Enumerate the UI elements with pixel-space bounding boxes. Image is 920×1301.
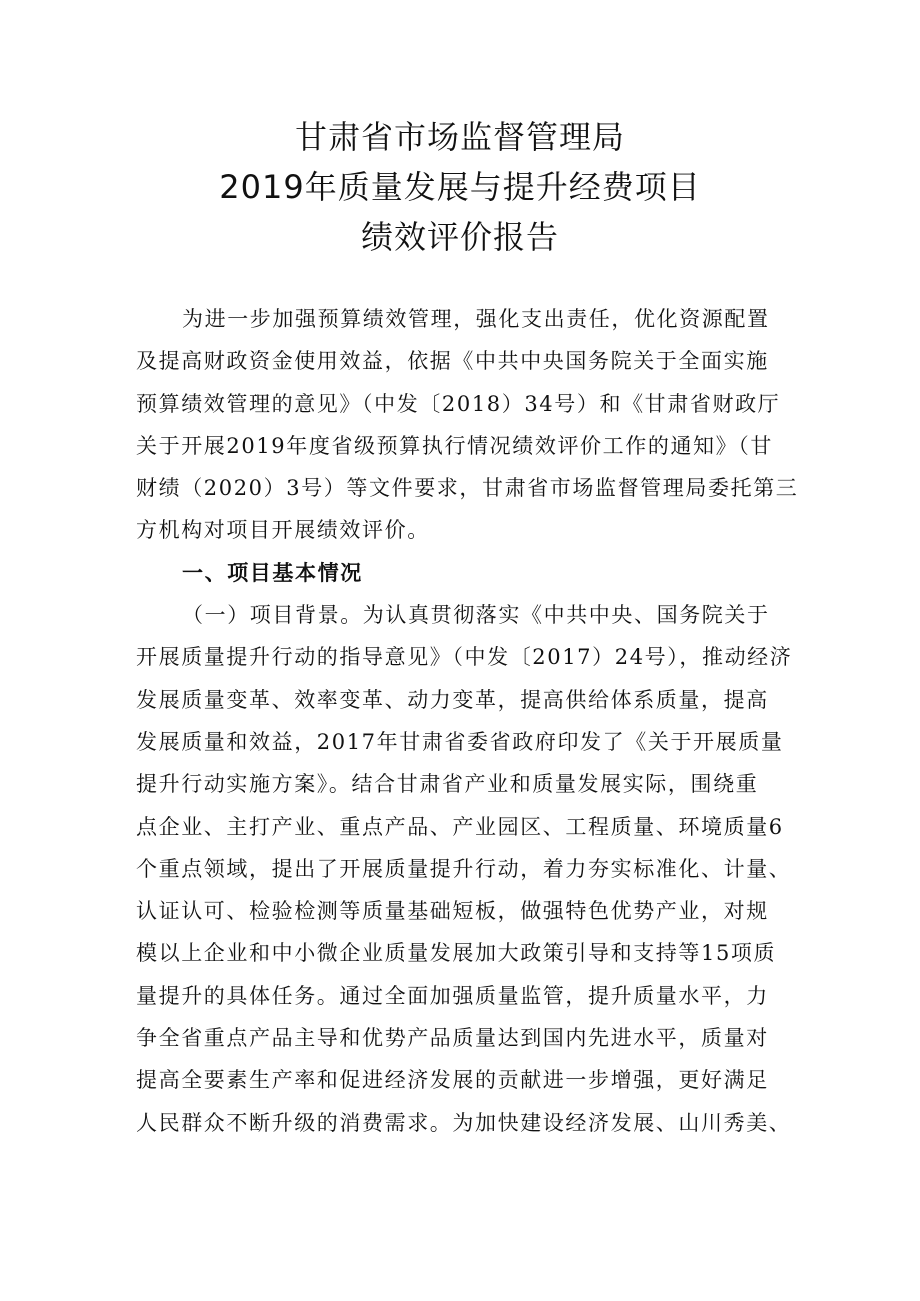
- section-heading: 一、项目基本情况: [182, 560, 363, 585]
- section-line: 点企业、主打产业、重点产品、产业园区、工程质量、环境质量6: [136, 814, 784, 839]
- section-line: 人民群众不断升级的消费需求。为加快建设经济发展、山川秀美、: [136, 1110, 792, 1135]
- section-line: 提升行动实施方案》。结合甘肃省产业和质量发展实际，围绕重: [136, 772, 759, 797]
- title-line-1: 甘肃省市场监督管理局: [294, 118, 625, 156]
- section-line: 发展质量和效益，2017年甘肃省委省政府印发了《关于开展质量: [136, 729, 784, 754]
- section-line: 量提升的具体任务。通过全面加强质量监管，提升质量水平，力: [136, 983, 769, 1008]
- section-line: （一）项目背景。为认真贯彻落实《中共中央、国务院关于: [182, 603, 770, 628]
- intro-line: 关于开展2019年度省级预算执行情况绩效评价工作的通知》（甘: [136, 433, 773, 458]
- intro-line: 预算绩效管理的意见》（中发〔2018）34号）和《甘肃省财政厅: [136, 391, 781, 416]
- section-line: 争全省重点产品主导和优势产品质量达到国内先进水平，质量对: [136, 1026, 769, 1051]
- report-body: [136, 298, 799, 1144]
- section-line: 提高全要素生产率和促进经济发展的贡献进一步增强，更好满足: [136, 1068, 769, 1093]
- section-line: 个重点领域，提出了开展质量提升行动，着力夯实标准化、计量、: [136, 856, 792, 881]
- section-line: 发展质量变革、效率变革、动力变革，提高供给体系质量，提高: [136, 687, 769, 712]
- section-line: 认证认可、检验检测等质量基础短板，做强特色优势产业，对规: [136, 899, 769, 924]
- title-line-2: 2019年质量发展与提升经费项目: [219, 168, 701, 206]
- intro-line: 方机构对项目开展绩效评价。: [136, 518, 430, 543]
- title-line-3: 绩效评价报告: [360, 218, 559, 256]
- intro-line: 为进一步加强预算绩效管理，强化支出责任，优化资源配置: [182, 307, 770, 331]
- report-title: [0, 112, 920, 262]
- intro-line: 财绩（2020）3号）等文件要求，甘肃省市场监督管理局委托第三: [136, 476, 799, 501]
- intro-line: 及提高财政资金使用效益，依据《中共中央国务院关于全面实施: [136, 349, 769, 374]
- section-line: 开展质量提升行动的指导意见》（中发〔2017）24号），推动经济: [136, 645, 793, 670]
- section-line: 模以上企业和中小微企业质量发展加大政策引导和支持等15项质: [136, 941, 777, 966]
